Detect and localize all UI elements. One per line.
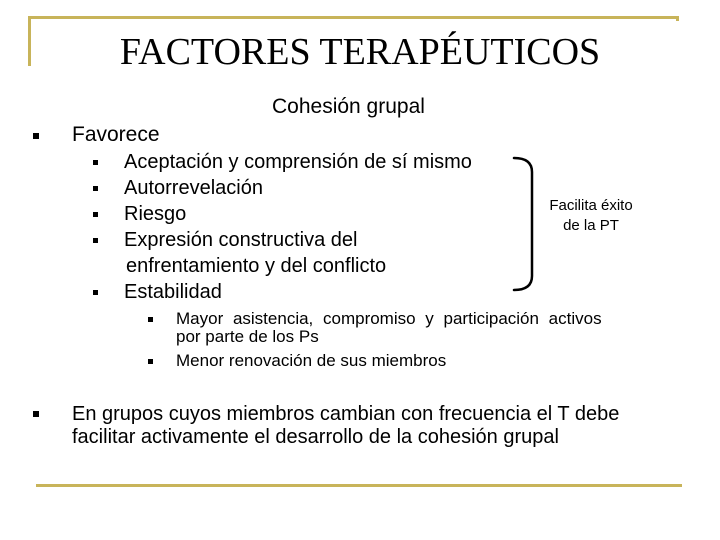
- bracket-note: [536, 196, 646, 236]
- bullet-icon: [148, 317, 153, 322]
- list-item: Autorrevelación: [124, 177, 263, 199]
- list-item: Aceptación y comprensión de sí mismo: [124, 151, 472, 173]
- bullet-icon: [93, 238, 98, 243]
- frame-right-tick: [676, 16, 679, 21]
- list-item: Estabilidad: [124, 281, 222, 303]
- bullet-icon: [33, 133, 39, 139]
- sub-list-item: Menor renovación de sus miembros: [176, 351, 447, 370]
- slide-subtitle: Cohesión grupal: [272, 95, 425, 118]
- bullet-icon: [33, 411, 39, 417]
- bullet-icon: [93, 290, 98, 295]
- list-item: Riesgo: [124, 203, 187, 225]
- list-item-continuation: enfrentamiento y del conflicto: [126, 255, 387, 277]
- slide-title: FACTORES TERAPÉUTICOS: [119, 31, 601, 73]
- bullet-icon: [93, 160, 98, 165]
- closing-text-line: facilitar activamente el desarrollo de la cohesión grupal: [72, 426, 559, 448]
- bracket-note-line: de la PT: [563, 217, 619, 234]
- bullet-icon: [93, 186, 98, 191]
- frame-top-rule: [28, 16, 678, 19]
- closing-text-line: En grupos cuyos miembros cambian con frecuencia el T debe: [72, 403, 620, 425]
- bullet-icon: [93, 212, 98, 217]
- bracket-note-line: Facilita éxito: [549, 197, 633, 214]
- favorece-label: Favorece: [72, 123, 160, 146]
- bullet-icon: [148, 359, 153, 364]
- bottom-rule: [36, 484, 682, 487]
- sub-list-item: Mayor asistencia, compromiso y participación activos: [176, 309, 602, 328]
- sub-list-item-continuation: por parte de los Ps: [176, 327, 319, 346]
- list-item: Expresión constructiva del: [124, 229, 358, 251]
